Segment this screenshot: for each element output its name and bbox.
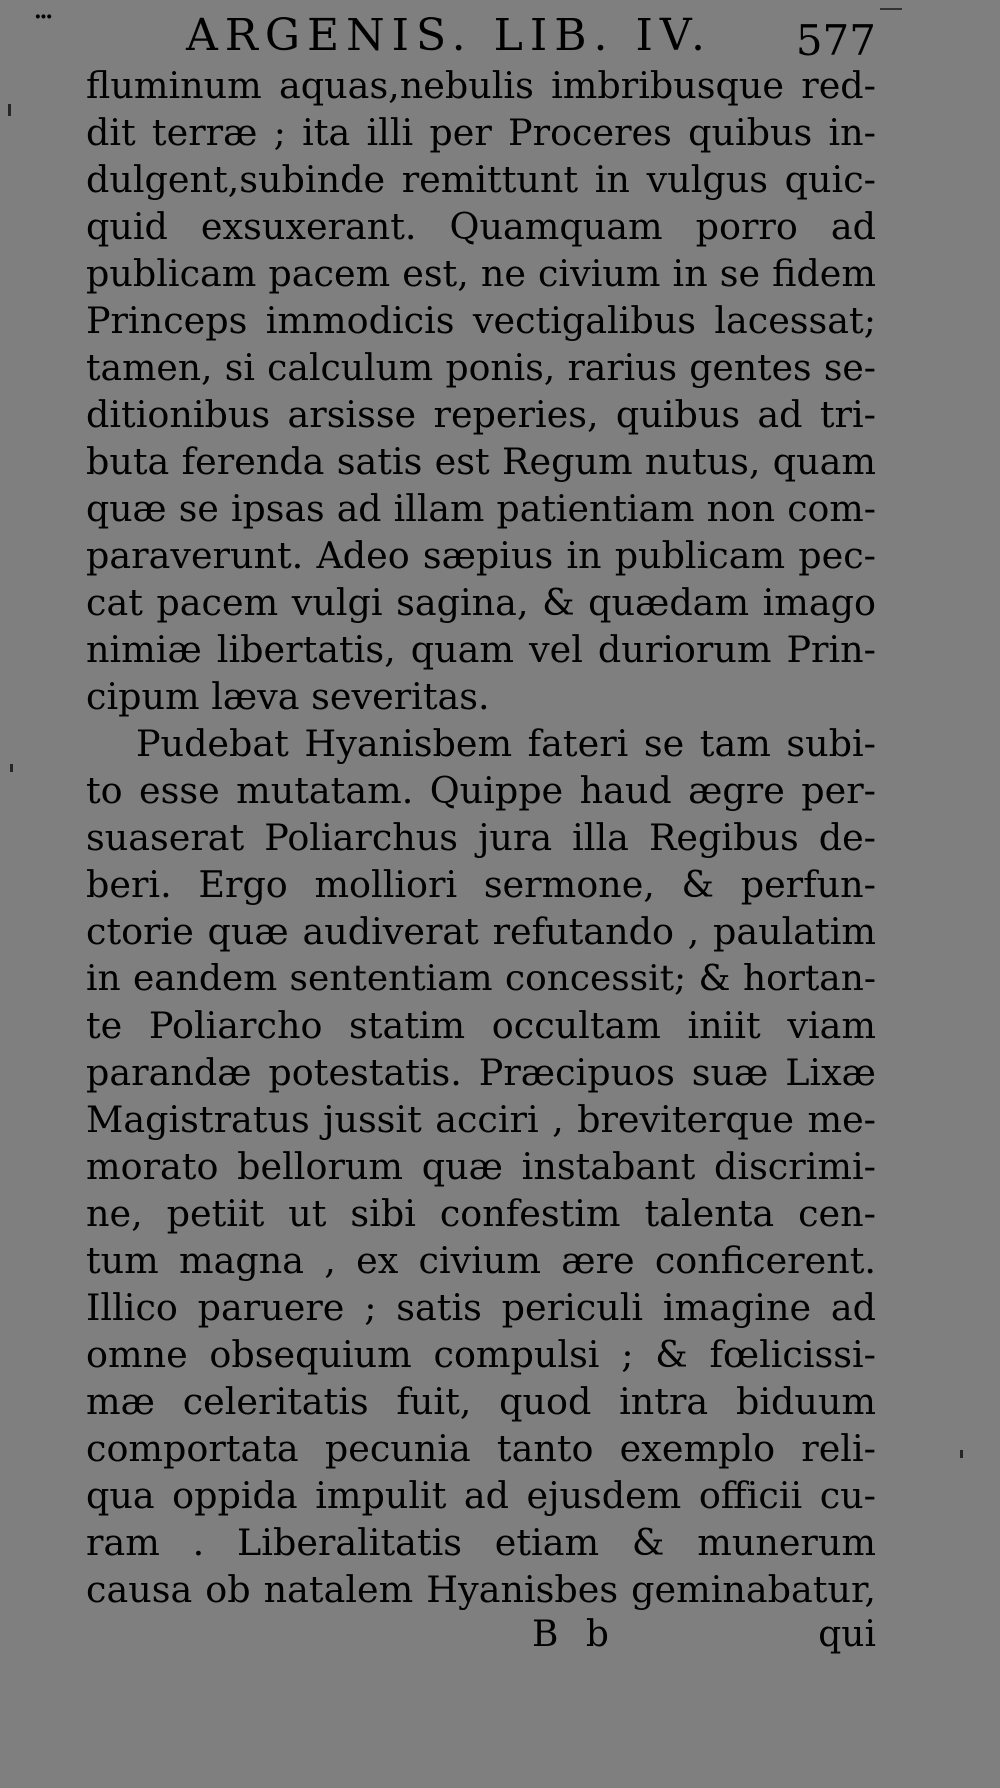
- text-line: quid exsuxerant. Quamquam porro ad: [86, 205, 876, 248]
- paragraph-end-line: cipum læva severitas.: [86, 675, 490, 718]
- text-line: to esse mutatam. Quippe haud ægre per-: [86, 769, 876, 812]
- page-footer: [86, 1614, 876, 1664]
- page-number: 577: [795, 16, 876, 65]
- text-line: Magistratus jussit acciri , breviterque me-: [86, 1098, 876, 1141]
- margin-mark: [8, 104, 11, 116]
- text-line: dulgent,subinde remittunt in vulgus quic-: [86, 158, 876, 201]
- text-line: ctorie quæ audiverat refutando , paulatim: [86, 910, 876, 953]
- text-line: ditionibus arsisse reperies, quibus ad tri-: [86, 393, 876, 436]
- text-line: omne obsequium compulsi ; & fœlicissi-: [86, 1333, 876, 1376]
- text-line: parandæ potestatis. Præcipuos suæ Lixæ: [86, 1051, 876, 1094]
- body-text: [86, 62, 876, 1613]
- text-line: Princeps immodicis vectigalibus lacessat;: [86, 299, 876, 342]
- paragraph-start-line: Pudebat Hyanisbem fateri se tam subi-: [136, 722, 876, 765]
- signature-mark: B b: [532, 1614, 617, 1655]
- text-line: qua oppida impulit ad ejusdem officii cu-: [86, 1474, 876, 1517]
- text-line: tum magna , ex civium ære conficerent.: [86, 1239, 876, 1282]
- text-line: ram . Liberalitatis etiam & munerum: [86, 1521, 876, 1564]
- margin-mark: [10, 764, 13, 772]
- running-title: ARGENIS. LIB. IV.: [186, 10, 712, 61]
- text-line: causa ob natalem Hyanisbes geminabatur,: [86, 1568, 876, 1611]
- text-line: suaserat Poliarchus jura illa Regibus de-: [86, 816, 876, 859]
- text-line: mæ celeritatis fuit, quod intra biduum: [86, 1380, 876, 1423]
- text-line: comportata pecunia tanto exemplo reli-: [86, 1427, 876, 1470]
- text-line: morato bellorum quæ instabant discrimi-: [86, 1145, 876, 1188]
- text-line: in eandem sententiam concessit; & hortan-: [86, 958, 876, 999]
- text-line: paraverunt. Adeo sæpius in publicam pec-: [86, 534, 876, 577]
- text-line: beri. Ergo molliori sermone, & perfun-: [86, 863, 876, 906]
- text-line: tamen, si calculum ponis, rarius gentes se-: [86, 346, 876, 389]
- margin-mark: [960, 1450, 963, 1458]
- text-line: fluminum aquas,nebulis imbribusque red-: [86, 64, 876, 107]
- text-line: ne, petiit ut sibi confestim talenta cen-: [86, 1192, 876, 1235]
- running-head: [86, 10, 876, 68]
- text-line: quæ se ipsas ad illam patientiam non com-: [86, 487, 876, 530]
- text-line: buta ferenda satis est Regum nutus, quam: [86, 440, 876, 483]
- text-line: publicam pacem est, ne civium in se fidem: [86, 252, 876, 295]
- text-line: te Poliarcho statim occultam iniit viam: [86, 1004, 876, 1047]
- top-edge-rule: [880, 8, 902, 10]
- corner-ink-mark: ···: [34, 4, 51, 30]
- catchword: qui: [818, 1614, 876, 1655]
- text-line: dit terræ ; ita illi per Proceres quibus in-: [86, 111, 876, 154]
- text-line: cat pacem vulgi sagina, & quædam imago: [86, 581, 876, 624]
- text-line: Illico paruere ; satis periculi imagine ad: [86, 1286, 876, 1329]
- text-line: nimiæ libertatis, quam vel duriorum Prin-: [86, 628, 876, 671]
